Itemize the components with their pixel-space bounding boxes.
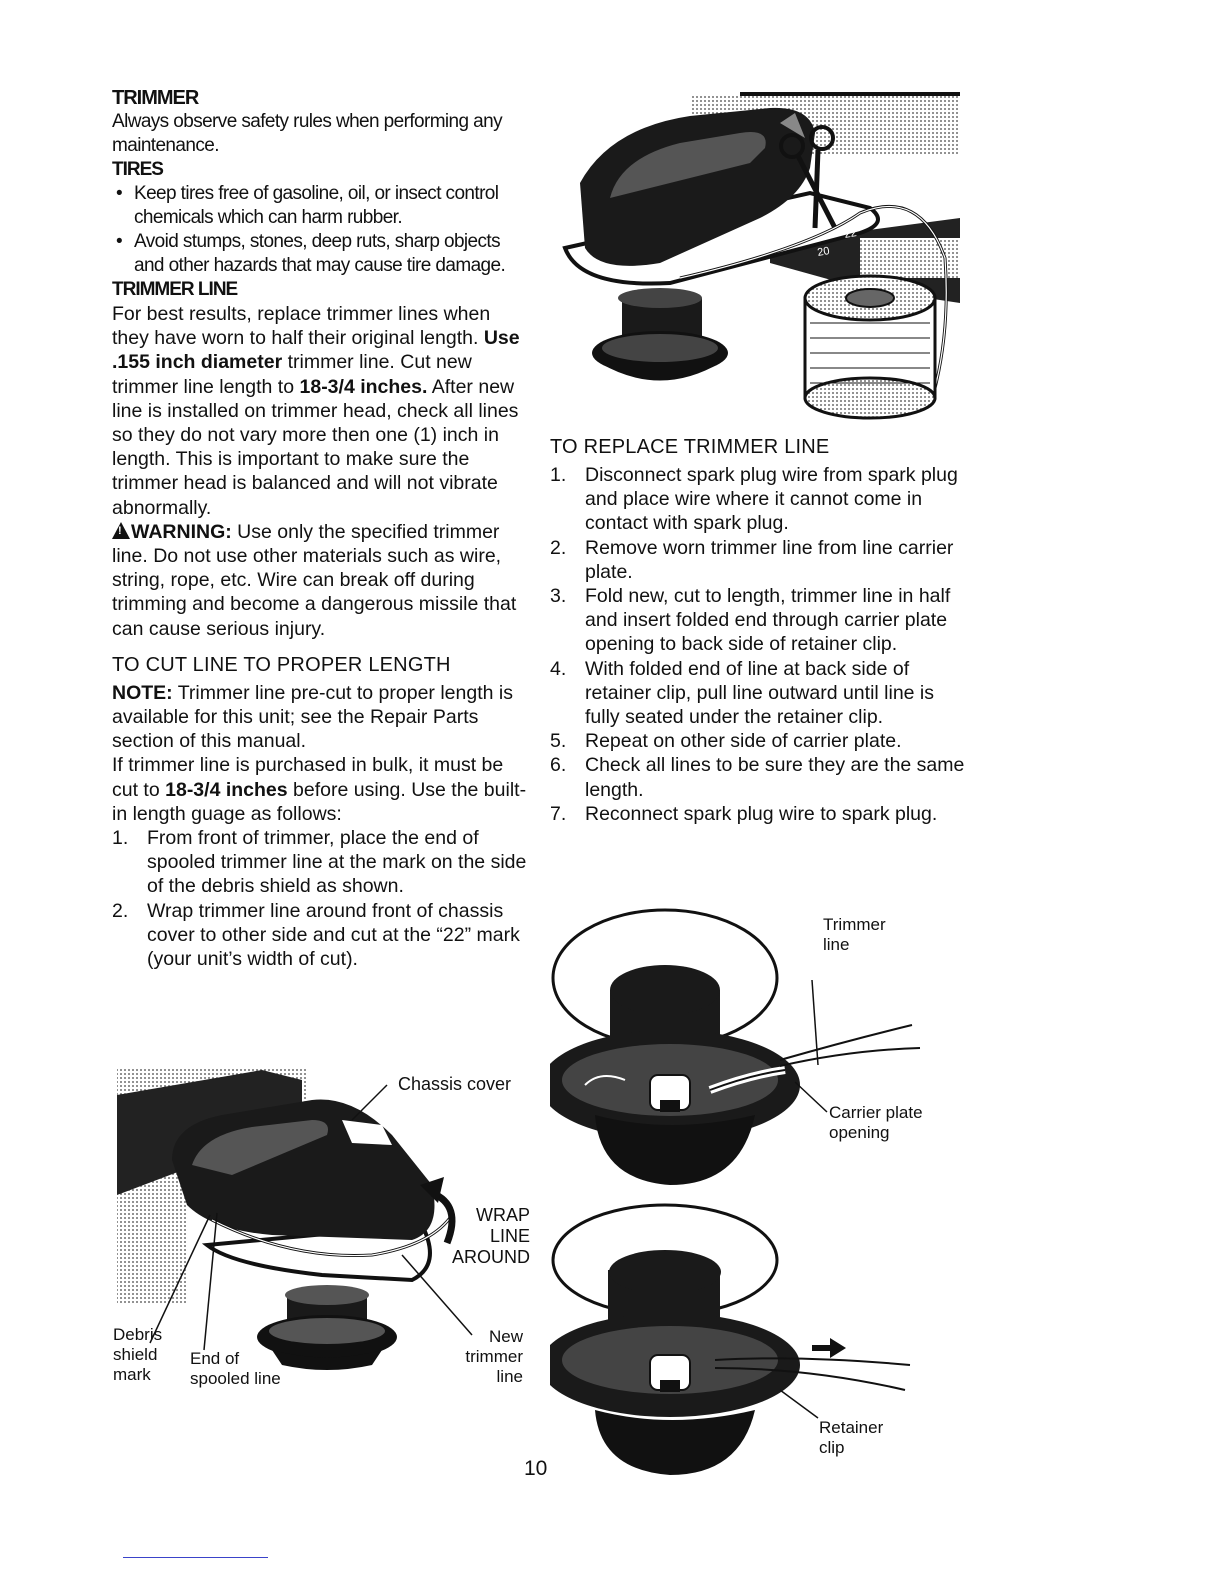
gauge-mark-20: 20	[816, 245, 831, 259]
carrier-plate-illustration	[550, 900, 930, 1490]
retainer-clip-label: Retainer clip	[819, 1418, 884, 1457]
right-column	[550, 435, 970, 826]
tires-heading: TIRES	[112, 159, 163, 180]
leader-line	[812, 980, 818, 1065]
trimmer-heading: TRIMMER	[112, 87, 199, 109]
replace-heading: TO REPLACE TRIMMER LINE	[550, 436, 830, 458]
tires-bullet: • Avoid stumps, stones, deep ruts, sharp objects and other hazards that may cause tire damage.	[112, 230, 532, 278]
leader-line	[780, 1390, 818, 1418]
gauge-mark-22: 22	[843, 227, 858, 241]
new-trimmer-line-label: New trimmer line	[465, 1327, 523, 1386]
trimmer-line-paragraph: For best results, replace trimmer lines when they have worn to half their original length. Use .155 inch diameter trimmer line. Cut new trimmer line length to 18-3/4 inches. After new line is installed on trimmer head, check all lines so they do not vary more then one (1) inch in length. This is important to make sure the trimmer head is balanced and will not vibrate abnormally.	[112, 303, 520, 519]
cut-steps	[112, 826, 532, 971]
tires-bullet: • Keep tires free of gasoline, oil, or insect control chemicals which can harm rubber.	[112, 182, 532, 230]
right-arrow-icon	[812, 1338, 846, 1358]
warning-icon	[112, 522, 130, 539]
replace-step: 6. Check all lines to be sure they are the same length.	[550, 754, 965, 801]
replace-step: 5. Repeat on other side of carrier plate.	[550, 730, 902, 753]
chassis-cover-label: Chassis cover	[398, 1074, 512, 1094]
leader-line	[795, 1082, 827, 1112]
debris-shield-mark-label: Debris shield mark	[113, 1325, 163, 1384]
left-column	[112, 86, 532, 971]
trimmer-line-heading: TRIMMER LINE	[112, 279, 238, 300]
cut-step: 1. From front of trimmer, place the end of spooled trimmer line at the mark on the side of the debris shield as shown.	[112, 827, 527, 898]
replace-step: 2. Remove worn trimmer line from line carrier plate.	[550, 536, 954, 583]
bulk-paragraph: If trimmer line is purchased in bulk, it must be cut to 18-3/4 inches before using. Use the built-in length guage as follows:	[112, 754, 527, 825]
replace-step: 4. With folded end of line at back side of retainer clip, pull line outward until line is fully seated under the retainer clip.	[550, 657, 935, 729]
trimmer-line-label: Trimmer line	[823, 915, 886, 954]
warning-label: WARNING:	[131, 520, 232, 543]
leader-line	[352, 1085, 387, 1120]
replace-step: 7. Reconnect spark plug wire to spark plug.	[550, 802, 938, 825]
tires-list	[112, 182, 532, 278]
replace-step: 1. Disconnect spark plug wire from spark plug and place wire where it cannot come in contact with spark plug.	[550, 464, 958, 535]
carrier-plate-opening-label: Carrier plate opening	[829, 1103, 923, 1142]
leader-line	[204, 1213, 217, 1350]
cut-heading: TO CUT LINE TO PROPER LENGTH	[112, 653, 451, 676]
cut-step: 2. Wrap trimmer line around front of chassis cover to other side and cut at the “22” mark (your unit’s width of cut).	[112, 899, 520, 971]
note-label: NOTE:	[112, 681, 173, 704]
page-number: 10	[524, 1457, 548, 1480]
footer-underline	[123, 1557, 268, 1558]
end-of-spooled-line-label: End of spooled line	[190, 1349, 281, 1388]
trimmer-intro: Always observe safety rules when performing any maintenance.	[112, 111, 502, 156]
replace-steps	[550, 463, 970, 826]
warning-paragraph: !WARNING: Use only the specified trimmer line. Do not use other materials such as wire, string, rope, etc. Wire can break off during trimming and become a dangerous missile that can cause serious injury.	[112, 520, 532, 641]
note-paragraph: NOTE: Trimmer line pre-cut to proper length is available for this unit; see the Repair Parts section of this manual.	[112, 681, 513, 753]
replace-step: 3. Fold new, cut to length, trimmer line in half and insert folded end through carrier plate opening to back side of retainer clip.	[550, 585, 951, 656]
wrap-line-around-label: WRAP LINE AROUND	[451, 1205, 530, 1267]
line-spool	[805, 276, 935, 418]
trimmer-spool-illustration	[560, 88, 960, 420]
